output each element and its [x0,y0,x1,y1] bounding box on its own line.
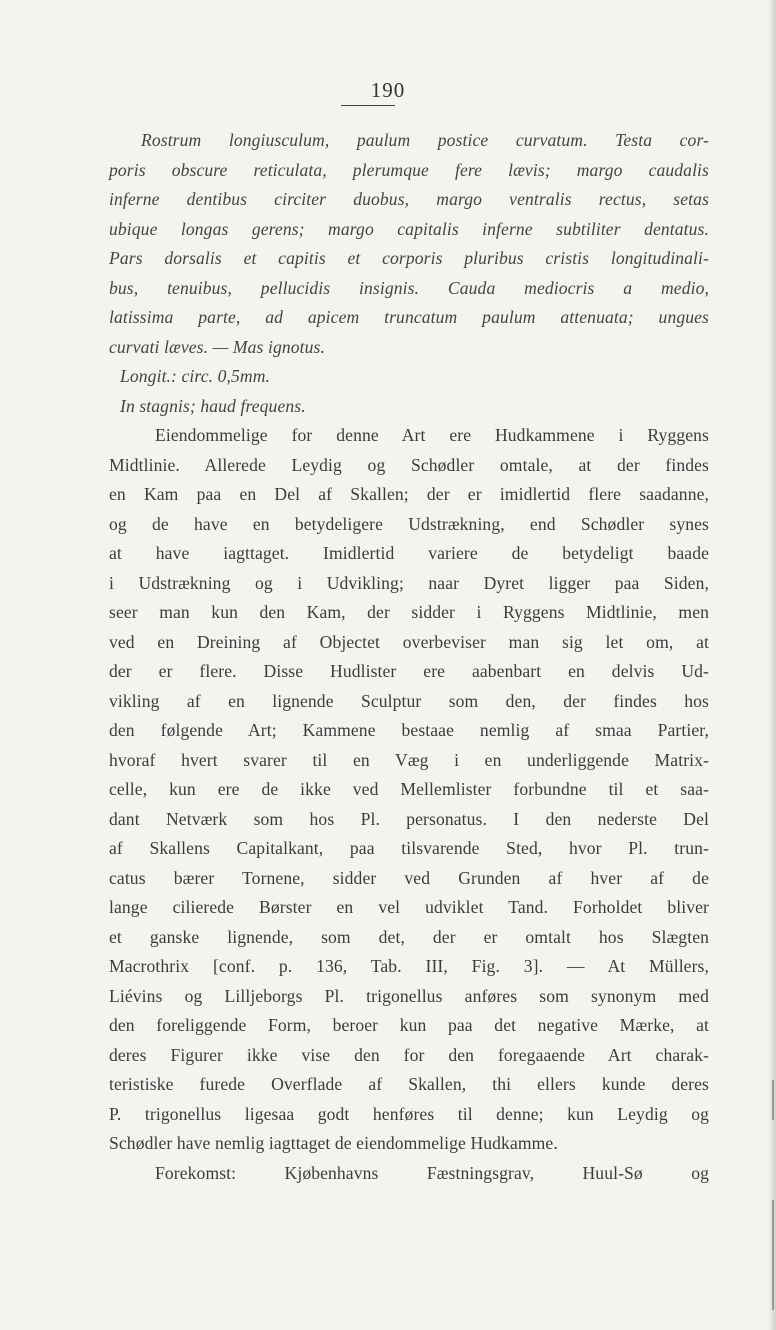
body-line: Schødler have nemlig iagttaget de eiendommelige Hudkamme. [109,1133,558,1153]
body-line: den følgende Art; Kammene bestaae nemlig af smaa Partier, [109,720,709,740]
body-line: Liévins og Lilljeborgs Pl. trigonellus anføres som synonym med [109,985,709,1006]
latin-line: Rostrum longiusculum, paulum postice curvatum. Testa cor- [141,130,709,150]
body-line: et ganske lignende, som det, der er omtalt hos Slægten [109,926,709,947]
page-text [109,126,709,1188]
page-number-text: 190 [370,78,406,102]
latin-line: ubique longas gerens; margo capitalis inferne subtiliter dentatus. [109,218,709,239]
body-line: catus bærer Tornene, sidder ved Grunden af hver af de [109,867,709,888]
habitat: In stagnis; haud frequens. [120,395,306,416]
page-number-underline [341,105,395,106]
body-line: dant Netværk som hos Pl. personatus. I den nederste Del [109,808,709,829]
page-edge-mark [772,1080,774,1120]
body-line: teristiske furede Overflade af Skallen, thi ellers kunde deres [109,1074,709,1094]
body-line: Macrothrix [conf. p. 136, Tab. III, Fig. 3]. — At Müllers, [109,956,709,976]
body-line: Midtlinie. Allerede Leydig og Schødler omtale, at der findes [109,454,709,475]
latin-line: bus, tenuibus, pellucidis insignis. Cauda mediocris a medio, [109,277,709,298]
latin-line: inferne dentibus circiter duobus, margo ventralis rectus, setas [109,189,709,209]
body-line: vikling af en lignende Sculptur som den, der findes hos [109,690,709,711]
body-line: celle, kun ere de ikke ved Mellemlister forbundne til et saa- [109,779,709,799]
body-line: ved en Dreining af Objectet overbeviser man sig let om, at [109,631,709,652]
body-line: af Skallens Capitalkant, paa tilsvarende Sted, hvor Pl. trun- [109,838,709,858]
latin-line: latissima parte, ad apicem truncatum paulum attenuata; ungues [109,307,709,327]
body-line: seer man kun den Kam, der sidder i Ryggens Midtlinie, men [109,602,709,622]
body-line: og de have en betydeligere Udstrækning, end Schødler synes [109,513,709,534]
latin-line: Pars dorsalis et capitis et corporis pluribus cristis longitudinali- [109,248,709,268]
page-edge-mark [772,1200,774,1310]
latin-line: curvati læves. — Mas ignotus. [109,336,325,357]
body-line: at have iagttaget. Imidlertid variere de betydeligt baade [109,543,709,563]
body-line: lange cilierede Børster en vel udviklet Tand. Forholdet bliver [109,897,709,917]
occurrence-line: Forekomst: Kjøbenhavns Fæstningsgrav, Huul-Sø og [155,1162,709,1183]
body-line: der er flere. Disse Hudlister ere aabenbart en delvis Ud- [109,661,709,681]
body-line: P. trigonellus ligesaa godt henføres til denne; kun Leydig og [109,1103,709,1124]
body-line: en Kam paa en Del af Skallen; der er imidlertid flere saadanne, [109,484,709,504]
page-edge-shadow [768,0,776,1330]
body-line: i Udstrækning og i Udvikling; naar Dyret ligger paa Siden, [109,572,709,593]
body-line: Eiendommelige for denne Art ere Hudkammene i Ryggens [155,425,709,445]
latin-line: poris obscure reticulata, plerumque fere lævis; margo caudalis [109,159,709,180]
page-number [0,78,776,106]
body-line: hvoraf hvert svarer til en Væg i en underliggende Matrix- [109,749,709,770]
body-line: den foreliggende Form, beroer kun paa det negative Mærke, at [109,1015,709,1035]
measurement: Longit.: circ. 0,5mm. [120,366,271,386]
body-line: deres Figurer ikke vise den for den foregaaende Art charak- [109,1044,709,1065]
